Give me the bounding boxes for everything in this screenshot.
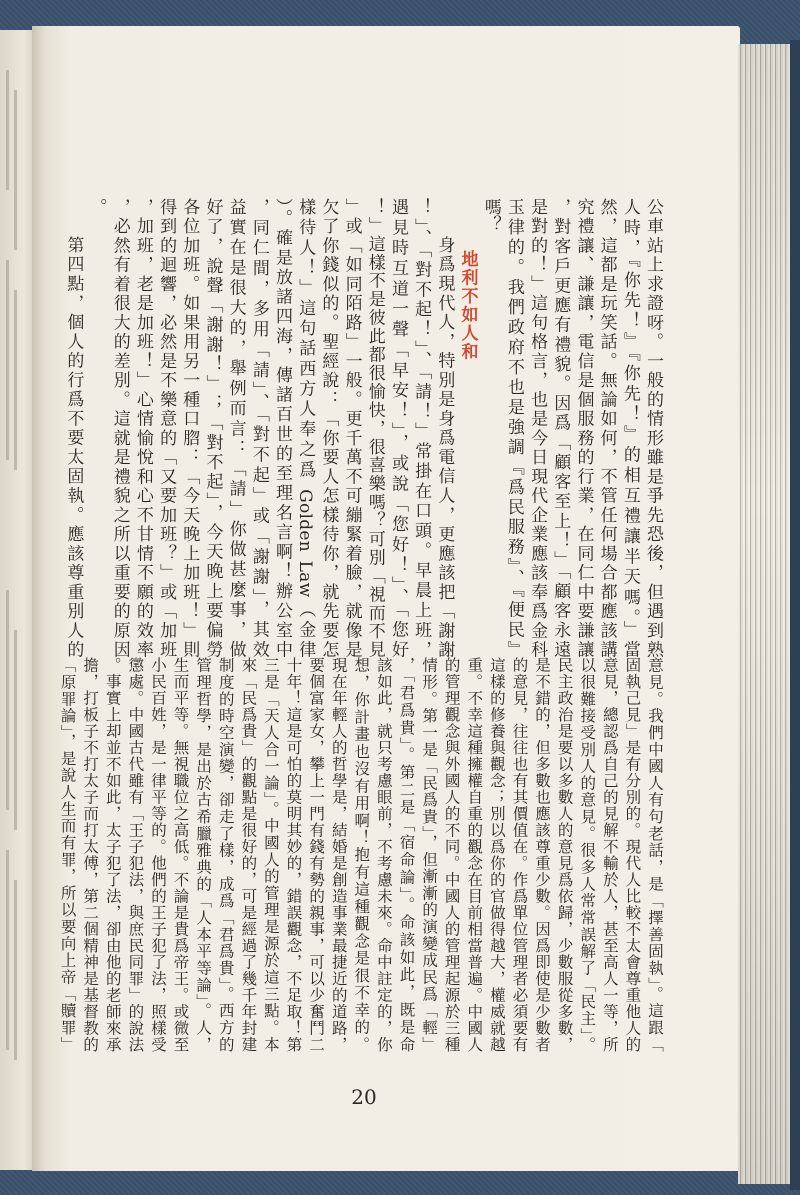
- text-column: 。事實上却並不如此，太子犯了法，卻由他的老師來承: [103, 657, 122, 1052]
- previous-page-text-mark: [14, 630, 17, 830]
- text-column: 小民百姓，是一律平等的。他們的王子犯了法，照樣受: [148, 657, 167, 1052]
- section-heading: 地利不如人和: [457, 250, 478, 361]
- text-column: 十年！這是可怕的莫明其妙的，錯誤觀念，不足取！第: [284, 657, 303, 1052]
- text-column: ，必然有着很大的差別。這就是禮貌之所以重要的原因: [109, 198, 130, 658]
- text-column: 想，你計畫也沒有用啊！抱有這種觀念是很不幸的。: [352, 657, 371, 1052]
- lower-text-block: [56, 657, 666, 1052]
- text-column: 固執己見」是有分別的。現代人比較不太會尊重他人的: [623, 657, 642, 1052]
- previous-page-text-mark: [6, 70, 9, 190]
- text-column: ）。確是放諸四海，傳諸百世的至理名言啊！辦公室中: [272, 198, 292, 658]
- text-column: 現在年輕人的哲學是，結婚是創造事業最捷近的道路，: [329, 657, 348, 1052]
- text-column: 生而平等。無視職位之高低。不論是貴爲帝王。或微至: [171, 657, 190, 1052]
- text-column: 制度的時空演變，卻走了樣，成爲「君爲貴」。西方的: [216, 657, 235, 1052]
- text-column: 擔，打板子不打太子而打太傅，第二個精神是基督教的: [81, 657, 100, 1052]
- text-column: 各位加班。如果用另一種口脗：「今天晚上加班！」則: [179, 198, 200, 658]
- text-column: ！」這樣不是彼此都很愉快，很喜樂嗎？可別「視而不見: [364, 198, 385, 658]
- previous-page-text-mark: [6, 590, 9, 810]
- text-column: 這樣的修養與觀念；別以爲你的官做得越大，權威就越: [487, 657, 506, 1052]
- text-column: 情形。第一是「民爲貴」，但漸漸的演變成民爲「輕」: [420, 657, 439, 1052]
- text-column: 民主政治是要以多數人的意見爲依歸，少數服從多數，: [555, 657, 574, 1052]
- text-column: ！」、「對不起！」、「請！」常掛在口頭。早晨上班，: [411, 198, 432, 658]
- text-column: ，對客戶更應有禮貌。因爲「顧客至上！」「顧客永遠: [550, 198, 571, 658]
- upper-text-block: [60, 198, 664, 658]
- text-column: 嗎？: [480, 198, 501, 233]
- text-column: 來「民爲貴」的觀點是很好的，可是經過了幾千年封建: [239, 657, 258, 1052]
- text-column: 該如此，就只考慮眼前，不考慮未來。命中註定的，你: [374, 657, 393, 1052]
- text-column: 意見。我們中國人有句老話，是「擇善固執」。這跟「: [646, 657, 664, 1052]
- text-column: ，加班，老是加班！」心情愉悅和心不甘情不願的效率: [132, 198, 153, 658]
- paragraph-start-column: 身爲現代人，特別是身爲電信人，更應該把「謝謝: [434, 236, 455, 658]
- text-column: 得到的迴響，必然是不樂意的「又要加班？」或「加班: [156, 198, 177, 658]
- text-column: 要個富家女，攀上一門有錢有勢的親事，可以少奮鬥二: [307, 657, 326, 1052]
- text-column: 益實在是很大的，舉例而言：「請」你做甚麼事，做: [225, 198, 246, 658]
- text-column: ，同仁間，多用「請」、「對不起」或「謝謝」，其效: [248, 198, 269, 658]
- text-column: 樣待人！」這句話西方人奉之爲 Golden Law（金律: [295, 198, 316, 658]
- text-column: 懲處。中國古代雖有「王子犯法，與庶民同罪」的說法: [126, 657, 145, 1052]
- text-column: 。: [86, 198, 107, 216]
- page-block-edge: [738, 44, 790, 1184]
- text-column: 玉律的。我們政府不也是強調『爲民服務』、『便民』: [503, 198, 524, 658]
- text-column: 的意見，往往也有其價值在。作爲單位管理者必須要有: [510, 657, 529, 1052]
- text-column: 的管理觀念與外國人的不同。中國人的管理起源於三種: [442, 657, 461, 1052]
- text-column: 遇見時互道一聲「早安！」，或說「您好！」、「您好: [387, 198, 408, 658]
- previous-page-text-mark: [14, 90, 17, 250]
- text-column: 」或「如同陌路」一般。更千萬不可繃緊着臉，就像是: [341, 198, 362, 658]
- text-column: 以很難接受別人的意見。很多人常常誤解了「民主」。: [578, 657, 597, 1052]
- text-column: 是對的！」這句格言，也是今日現代企業應該奉爲金科: [527, 198, 548, 658]
- text-column: 意見，總認爲自己的見解不輸於人，甚至高人一等，所: [600, 657, 619, 1052]
- previous-page-text-mark: [14, 290, 17, 470]
- text-column: 欠了你錢似的。聖經說：「你要人怎樣待你，就先要怎: [318, 198, 339, 658]
- paragraph-start-column: 第四點，個人的行爲不要太固執。應該尊重別人的: [63, 236, 84, 658]
- text-column: 是不錯的，但多數也應該尊重少數。因爲即使是少數者: [533, 657, 552, 1052]
- text-column: 究禮讓、謙讓，電信是個服務的行業，在同仁中要謙讓: [573, 198, 594, 658]
- cover-edge: [790, 40, 800, 1190]
- previous-page-text-mark: [14, 880, 17, 1060]
- previous-page-text-mark: [6, 850, 9, 1050]
- text-column: 人時，『你先！』『你先！』的相互禮讓半天嗎。」當: [619, 198, 640, 658]
- text-column: 好了，說聲「謝謝！」；「對不起」，今天晚上要偏勞: [202, 198, 223, 658]
- text-column: 然，這都是玩笑話。無論如何，不管任何場合都應該講: [596, 198, 617, 658]
- text-column: 三是「天人合一論」。中國人的管理是源於這三點。本: [261, 657, 280, 1052]
- previous-page-text-mark: [6, 260, 9, 460]
- page-number: 20: [351, 1085, 377, 1109]
- text-column: ，「君爲貴」。第二是「宿命論」。命該如此，既是命: [397, 657, 416, 1052]
- text-column: 公車站上求證呀。一般的情形雖是爭先恐後，但遇到熟: [643, 198, 663, 658]
- text-column: 重。不幸這種擁權自重的觀念在目前相當普遍。中國人: [465, 657, 484, 1052]
- text-column: 「原罪論」，是說人生而有罪，所以要向上帝「贖罪」: [58, 657, 77, 1052]
- text-column: 管理哲學，是出於古希臘雅典的「人本平等論」。人，: [194, 657, 213, 1052]
